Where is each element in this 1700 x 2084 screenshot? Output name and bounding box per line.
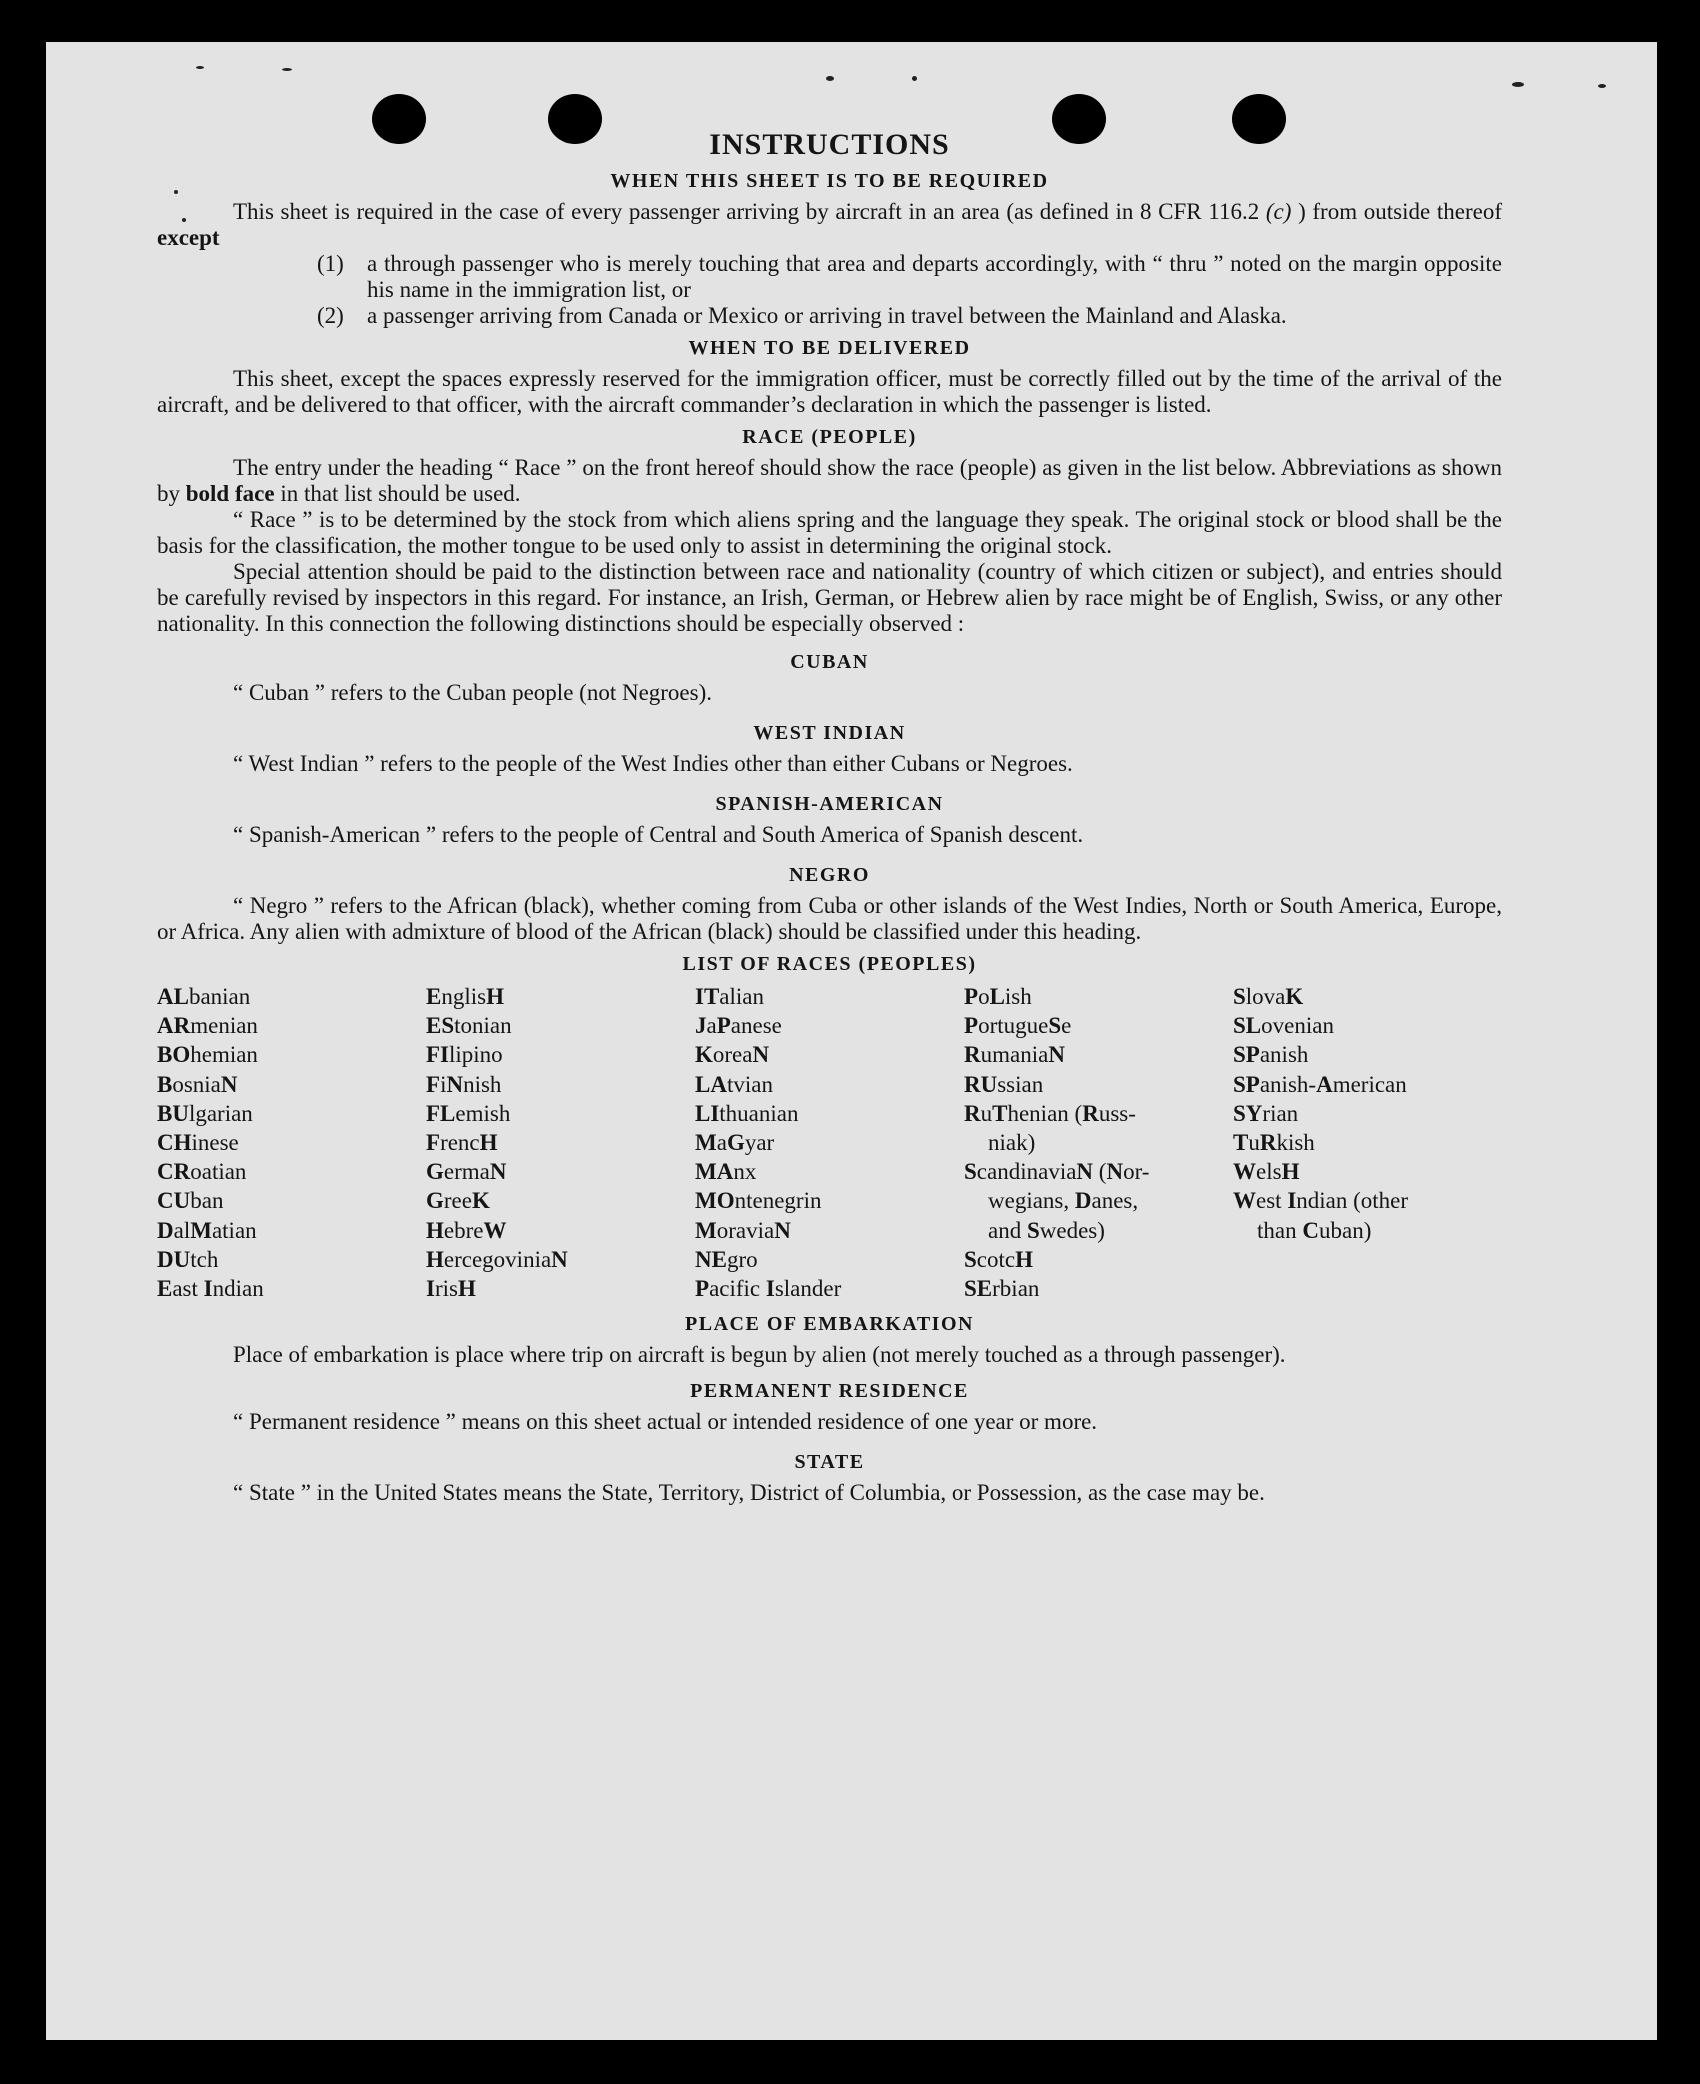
race-item: MoraviaN	[695, 1217, 791, 1243]
race-item: TuRkish	[1233, 1130, 1315, 1156]
race-column-2	[426, 982, 695, 1303]
race-item: BUlgarian	[157, 1100, 253, 1126]
race-item: DalMatian	[157, 1217, 257, 1243]
required-intro-a: This sheet is required in the case of every passenger arriving by aircraft in an area (as defined in 8 CFR 116.2	[233, 199, 1266, 224]
section-heading-race: RACE (PEOPLE)	[742, 426, 917, 448]
race-item: SErbian	[964, 1276, 1040, 1302]
race-item: KoreaN	[695, 1042, 770, 1068]
required-paragraph	[157, 199, 1502, 251]
race-paragraph-1	[157, 455, 1502, 507]
race-item-continued: wegians, Danes,	[988, 1188, 1139, 1214]
race-paragraph-3: Special attention should be paid to the distinction between race and nationality (country of which citizen or subject), and entries should be carefully revised by inspectors in this regard. For instance, an Irish, German, or Hebrew alien by race might be of English, Swiss, or any other nationality. In this connection the following distinctions should be especially observed :	[157, 559, 1502, 636]
race-item: CUban	[157, 1188, 224, 1214]
race-item: WelsH	[1233, 1159, 1300, 1185]
section-heading-delivered: WHEN TO BE DELIVERED	[688, 337, 971, 359]
race-item: MOntenegrin	[695, 1188, 822, 1214]
race-item: ScandinaviaN (Nor-	[964, 1159, 1150, 1185]
race-item: ALbanian	[157, 984, 251, 1009]
cuban-paragraph: “ Cuban ” refers to the Cuban people (not Negroes).	[233, 680, 713, 705]
delivered-paragraph: This sheet, except the spaces expressly reserved for the immigration officer, must be correctly filled out by the time of the arrival of the aircraft, and be delivered to that officer, with the aircraft commander’s declaration in which the passenger is listed.	[157, 366, 1502, 417]
race-item: West Indian (other	[1233, 1188, 1409, 1214]
section-heading-cuban: CUBAN	[790, 651, 869, 673]
race-item-continued: than Cuban)	[1257, 1217, 1372, 1243]
section-heading-residence: PERMANENT RESIDENCE	[690, 1380, 969, 1403]
section-heading-west-indian: WEST INDIAN	[753, 722, 906, 744]
exception-number: (2)	[317, 303, 344, 328]
race-item: FIlipino	[426, 1042, 503, 1068]
race-item: ITalian	[695, 984, 764, 1009]
speck	[282, 68, 292, 71]
exception-text: a passenger arriving from Canada or Mexico or arriving in travel between the Mainland and Alaska.	[367, 303, 1287, 328]
exception-item-1	[317, 251, 1502, 303]
page-title: INSTRUCTIONS	[709, 128, 950, 161]
race-item: GermaN	[426, 1159, 507, 1185]
exception-text: a through passenger who is merely touching that area and departs accordingly, with “ thru ” noted on the margin opposite his name in the immigration list, or	[367, 251, 1502, 302]
speck	[912, 76, 917, 81]
race-item: RuThenian (Russ-	[964, 1100, 1136, 1126]
race-list	[157, 982, 1502, 1303]
race-item: ARmenian	[157, 1013, 258, 1039]
race-item: RUssian	[964, 1071, 1044, 1097]
race-item: LIthuanian	[695, 1100, 799, 1126]
race-item: SPanish-American	[1233, 1071, 1407, 1097]
race-item: BOhemian	[157, 1042, 258, 1068]
race-item: CHinese	[157, 1130, 239, 1156]
race-item: Pacific Islander	[695, 1276, 842, 1302]
exception-number: (1)	[317, 251, 344, 276]
race-item: LAtvian	[695, 1071, 773, 1097]
residence-paragraph: “ Permanent residence ” means on this sheet actual or intended residence of one year or more.	[233, 1409, 1098, 1435]
negro-paragraph: “ Negro ” refers to the African (black), whether coming from Cuba or other islands of the West Indies, North or South America, Europe, or Africa. Any alien with admixture of blood of the African (black) should be classified under this heading.	[157, 893, 1502, 944]
race-item: ScotcH	[964, 1246, 1033, 1272]
section-heading-required: WHEN THIS SHEET IS TO BE REQUIRED	[610, 170, 1049, 192]
spanish-american-paragraph: “ Spanish-American ” refers to the people of Central and South America of Spanish descent.	[233, 822, 1084, 847]
race-item: SYrian	[1233, 1100, 1299, 1126]
speck	[196, 66, 204, 69]
race-p1-bold: bold face	[185, 481, 275, 506]
race-item: MAnx	[695, 1159, 757, 1185]
required-intro-except: except	[157, 225, 220, 250]
race-item: GreeK	[426, 1188, 490, 1214]
race-item: HercegoviniaN	[426, 1246, 568, 1272]
speck	[1598, 84, 1606, 88]
race-item: JaPanese	[695, 1013, 782, 1039]
section-heading-spanish-american: SPANISH-AMERICAN	[715, 793, 944, 815]
race-paragraph-2: “ Race ” is to be determined by the stock from which aliens spring and the language they speak. The original stock or blood shall be the basis for the classification, the mother tongue to be used only to assist in determining the original stock.	[157, 507, 1502, 558]
race-item: EnglisH	[426, 984, 504, 1009]
section-heading-state: STATE	[794, 1451, 865, 1474]
race-item: PortugueSe	[964, 1013, 1072, 1039]
section-heading-list: LIST OF RACES (PEOPLES)	[682, 953, 977, 975]
exception-item-2	[317, 303, 1502, 329]
race-item: NEgro	[695, 1246, 758, 1272]
race-item: BosniaN	[157, 1071, 238, 1097]
west-indian-paragraph: “ West Indian ” refers to the people of the West Indies other than either Cubans or Negroes.	[233, 751, 1073, 776]
race-item: FLemish	[426, 1100, 511, 1126]
race-item: FiNnish	[426, 1071, 502, 1097]
race-item: IrisH	[426, 1276, 476, 1302]
race-item: HebreW	[426, 1217, 507, 1243]
race-column-1	[157, 982, 426, 1303]
race-item: EStonian	[426, 1013, 512, 1039]
section-heading-negro: NEGRO	[789, 864, 870, 886]
race-item: RumaniaN	[964, 1042, 1065, 1068]
race-item: SlovaK	[1233, 984, 1304, 1009]
race-item: DUtch	[157, 1246, 219, 1272]
race-item: CRoatian	[157, 1159, 247, 1185]
race-item: SPanish	[1233, 1042, 1309, 1068]
race-item: East Indian	[157, 1276, 264, 1302]
race-column-4	[964, 982, 1233, 1303]
required-intro-c: (c)	[1265, 199, 1292, 224]
required-intro-b: ) from outside thereof	[1291, 199, 1503, 224]
race-p1-b: in that list should be used.	[274, 481, 521, 506]
state-paragraph: “ State ” in the United States means the State, Territory, District of Columbia, or Possession, as the case may be.	[233, 1480, 1265, 1506]
race-column-5	[1233, 982, 1502, 1303]
speck	[1512, 82, 1524, 87]
race-item: FrencH	[426, 1130, 498, 1156]
race-item: SLovenian	[1233, 1013, 1334, 1039]
race-item-continued: niak)	[988, 1130, 1036, 1156]
race-item-continued: and Swedes)	[988, 1217, 1105, 1243]
section-heading-embarkation: PLACE OF EMBARKATION	[685, 1313, 974, 1336]
race-p1-a: The entry under the heading “ Race ” on the front hereof should show the race (people) as given in the list below. Abbreviations as shown by	[157, 455, 1502, 506]
embarkation-paragraph: Place of embarkation is place where trip on aircraft is begun by alien (not merely touched as a through passenger).	[233, 1342, 1286, 1368]
instructions-content	[157, 128, 1502, 1506]
speck	[826, 76, 834, 81]
race-item: PoLish	[964, 984, 1032, 1009]
race-column-3	[695, 982, 964, 1303]
race-item: MaGyar	[695, 1130, 775, 1156]
